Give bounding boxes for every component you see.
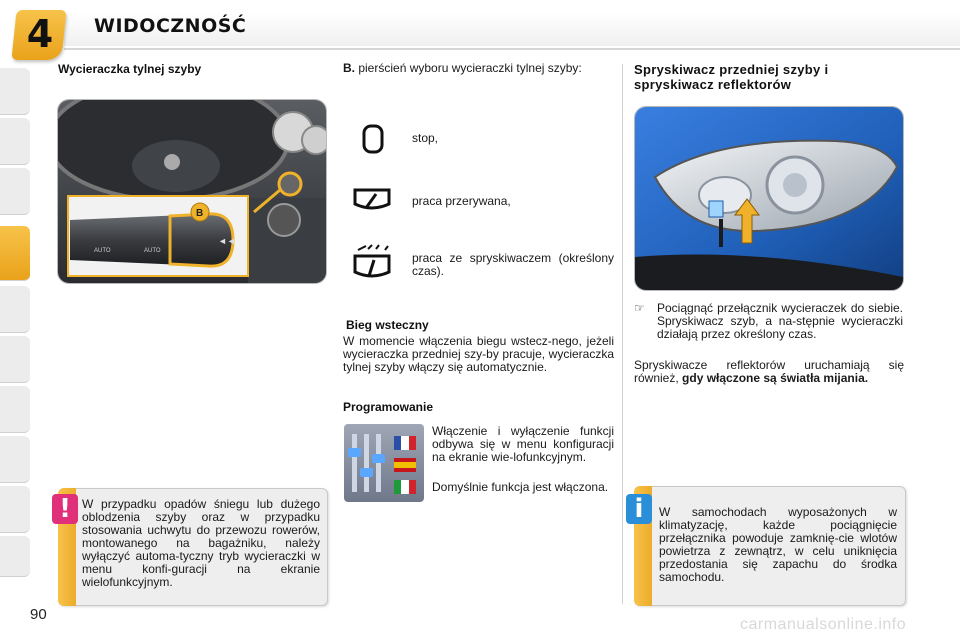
headlamp-text-plain: Spryskiwacze reflektorów uruchamiają się również, bbox=[634, 358, 904, 385]
programming-heading: Programowanie bbox=[343, 400, 434, 414]
warning-text: W przypadku opadów śniegu lub dużego oblodzenia szyby oraz w przypadku stosowania uchwytu do przewozu rowerów, montowanego na bagażniku, należy wyłączyć automa-tyczny tryb wycieraczki w menu konfi-guracji na ekranie wielofunkcyjnym. bbox=[82, 497, 320, 589]
reverse-heading: Bieg wsteczny bbox=[346, 318, 429, 332]
label-b: B bbox=[196, 208, 204, 219]
side-tab-6[interactable] bbox=[0, 336, 30, 383]
warning-icon: ! bbox=[52, 494, 78, 524]
side-tab-8[interactable] bbox=[0, 436, 30, 483]
bullet-text: Pociągnąć przełącznik wycieraczek do siebie. Spryskiwacz szyb, a na-stępnie wycieraczki działają przez określony czas. bbox=[657, 301, 903, 341]
config-screen-image bbox=[344, 424, 424, 502]
side-tab-5[interactable] bbox=[0, 286, 30, 333]
wiper-washer-icon bbox=[352, 244, 392, 284]
stalk-label-auto-1: AUTO bbox=[94, 248, 111, 254]
page-title: WIDOCZNOŚĆ bbox=[94, 15, 247, 37]
ring-intro-text: pierścień wyboru wycieraczki tylnej szyby: bbox=[358, 61, 582, 75]
reverse-text: W momencie włączenia biegu wstecz-nego, jeżeli wycieraczka przedniej szy-by pracuje, wycieraczka tylnej szyby włączy się automatycznie. bbox=[343, 334, 614, 374]
side-tab-1[interactable] bbox=[0, 68, 30, 115]
side-tab-2[interactable] bbox=[0, 118, 30, 165]
info-icon: i bbox=[626, 494, 652, 524]
programming-text-2: Domyślnie funkcja jest włączona. bbox=[432, 480, 609, 494]
headlamp-photo bbox=[634, 106, 904, 291]
bullet-icon: ☞ bbox=[634, 301, 645, 315]
headlamp-text bbox=[634, 359, 904, 385]
chapter-number: 4 bbox=[26, 12, 54, 56]
washer-heading: Spryskiwacz przedniej szyby i spryskiwacz reflektorów bbox=[634, 62, 829, 92]
stalk-photo bbox=[57, 99, 327, 284]
rear-wiper-heading: Wycieraczka tylnej szyby bbox=[58, 62, 202, 76]
column-divider bbox=[622, 64, 623, 604]
mode-intermittent-text: praca przerywana, bbox=[412, 194, 511, 208]
stalk-illustration bbox=[58, 100, 326, 283]
headlamp-text-bold: gdy włączone są światła mijania. bbox=[682, 371, 869, 385]
programming-text-1: Włączenie i wyłączenie funkcji odbywa się w menu konfiguracji na ekranie wie-lofunkcyjnym. bbox=[432, 424, 614, 464]
svg-text:◄◄: ◄◄ bbox=[218, 236, 236, 246]
mode-washer-text: praca ze spryskiwaczem (określony czas). bbox=[412, 251, 614, 278]
stalk-label-auto-2: AUTO bbox=[144, 248, 161, 254]
info-text: W samochodach wyposażonych w klimatyzację, każde pociągnięcie przełącznika powoduje zamknię-cie wlotów powietrza z zewnątrz, w celu uniknięcia przedostania się zapachu do środka samochodu. bbox=[659, 505, 897, 584]
ring-intro-label: B. bbox=[343, 61, 355, 75]
side-tab-10[interactable] bbox=[0, 536, 30, 577]
watermark: carmanualsonline.info bbox=[740, 616, 907, 633]
side-tab-3[interactable] bbox=[0, 168, 30, 215]
mode-stop-text: stop, bbox=[412, 131, 439, 145]
page-number: 90 bbox=[30, 606, 47, 623]
side-tab-9[interactable] bbox=[0, 486, 30, 533]
ring-intro bbox=[343, 62, 614, 75]
wiper-stop-icon bbox=[360, 124, 386, 154]
side-tab-7[interactable] bbox=[0, 386, 30, 433]
side-tab-active[interactable] bbox=[0, 226, 30, 281]
title-underline bbox=[64, 48, 960, 50]
wiper-intermittent-icon bbox=[352, 186, 392, 216]
